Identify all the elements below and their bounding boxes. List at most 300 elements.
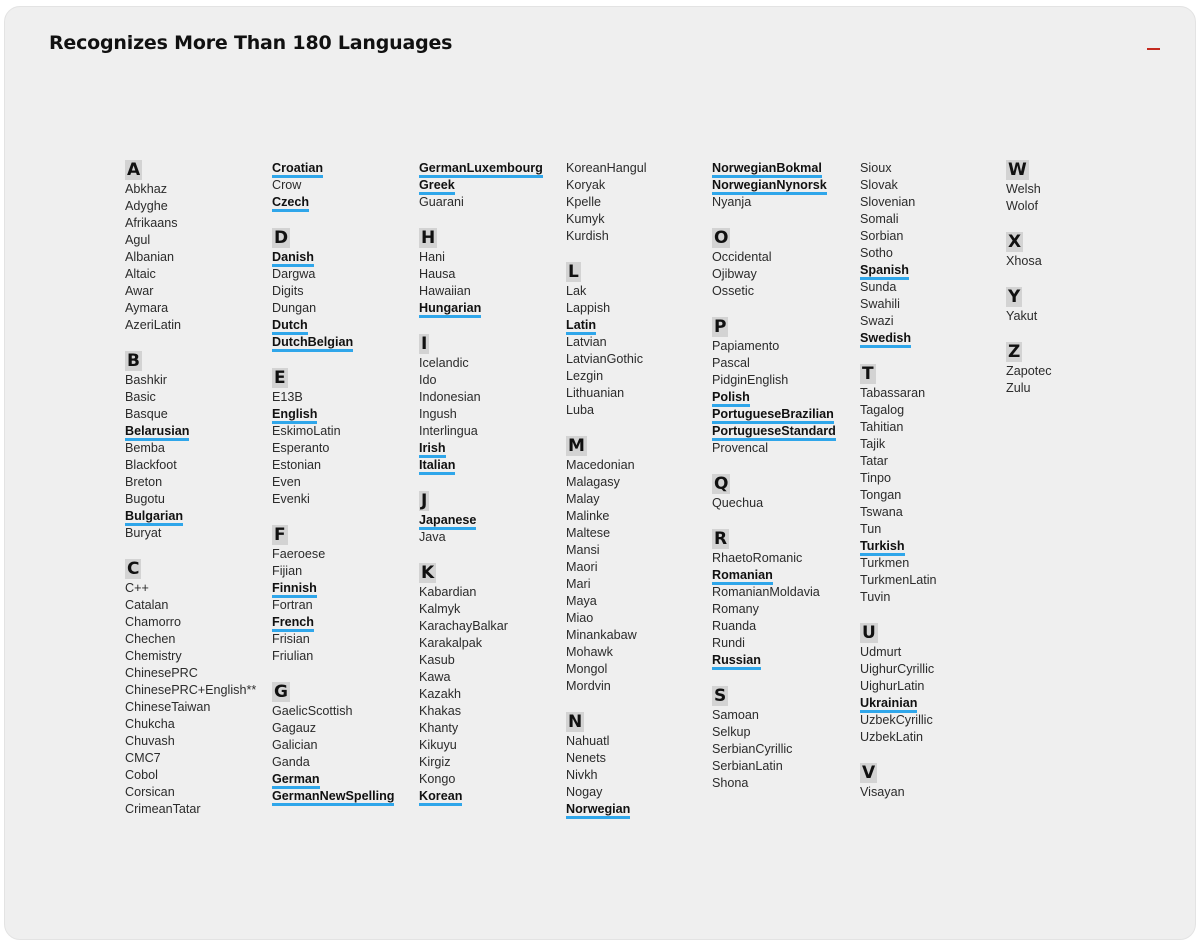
language-item: [860, 644, 1005, 661]
letter-heading: S: [714, 686, 727, 706]
language-item: [712, 635, 857, 652]
language-column: [1006, 160, 1151, 397]
language-item: [860, 453, 1005, 470]
letter-heading: Y: [1008, 287, 1021, 307]
language-item: [125, 215, 270, 232]
language-item: [419, 771, 564, 788]
language-item: [712, 741, 857, 758]
language-item: [419, 372, 564, 389]
language-item: [566, 784, 711, 801]
language-name: Guarani: [419, 195, 464, 209]
language-name: Malinke: [566, 509, 610, 523]
language-name: C++: [125, 581, 149, 595]
language-item-highlighted: [712, 423, 857, 440]
letter-heading-row: [272, 682, 417, 703]
language-item: [125, 389, 270, 406]
language-name: Basque: [125, 407, 168, 421]
language-name: Tinpo: [860, 471, 892, 485]
language-name: Lappish: [566, 301, 611, 315]
language-item: [860, 504, 1005, 521]
spacer: [712, 211, 857, 228]
language-item-highlighted: [272, 771, 417, 788]
language-column: [860, 160, 1005, 801]
language-item: [1006, 198, 1151, 215]
language-name: Sotho: [860, 246, 893, 260]
language-item: [125, 665, 270, 682]
language-item-highlighted: [712, 160, 857, 177]
language-item: [125, 266, 270, 283]
language-item: [712, 775, 857, 792]
language-item: [272, 737, 417, 754]
language-item: [272, 457, 417, 474]
language-name: Fijian: [272, 564, 303, 578]
language-name: Bemba: [125, 441, 165, 455]
language-item: [125, 440, 270, 457]
language-name: Swazi: [860, 314, 894, 328]
language-name: Nivkh: [566, 768, 598, 782]
language-name: Kawa: [419, 670, 451, 684]
language-item-highlighted: [419, 300, 564, 317]
language-item-highlighted: [272, 788, 417, 805]
language-item: [566, 750, 711, 767]
language-item: [419, 266, 564, 283]
language-name: Czech: [272, 195, 309, 212]
language-item: [566, 576, 711, 593]
language-item: [272, 563, 417, 580]
language-item: [419, 737, 564, 754]
language-name: Quechua: [712, 496, 764, 510]
language-item: [860, 712, 1005, 729]
language-name: Zapotec: [1006, 364, 1052, 378]
letter-heading: V: [862, 763, 876, 783]
language-item: [712, 249, 857, 266]
language-item: [419, 720, 564, 737]
language-item: [1006, 363, 1151, 380]
language-name: Danish: [272, 250, 314, 267]
language-name: Java: [419, 530, 446, 544]
language-name: Sorbian: [860, 229, 904, 243]
spacer: [125, 542, 270, 559]
language-name: KarachayBalkar: [419, 619, 508, 633]
language-name: ChinesePRC+English**: [125, 683, 257, 697]
language-item: [272, 283, 417, 300]
language-name: Chukcha: [125, 717, 175, 731]
letter-heading-row: [860, 364, 1005, 385]
language-name: Tongan: [860, 488, 902, 502]
language-item: [419, 406, 564, 423]
language-item: [566, 402, 711, 419]
letter-heading-row: [860, 623, 1005, 644]
language-name: Corsican: [125, 785, 175, 799]
spacer: [272, 211, 417, 228]
language-name: Kikuyu: [419, 738, 457, 752]
language-name: German: [272, 772, 320, 789]
language-name: Korean: [419, 789, 462, 806]
language-item: [712, 194, 857, 211]
letter-heading: O: [714, 228, 729, 248]
language-item: [125, 474, 270, 491]
language-name: Crow: [272, 178, 302, 192]
language-name: NorwegianBokmal: [712, 161, 822, 178]
language-item: [272, 648, 417, 665]
language-item: [566, 491, 711, 508]
language-item: [125, 525, 270, 542]
language-name: Tun: [860, 522, 882, 536]
language-name: English: [272, 407, 317, 424]
language-item: [125, 733, 270, 750]
language-item: [272, 389, 417, 406]
letter-heading: J: [421, 491, 428, 511]
language-name: Belarusian: [125, 424, 189, 441]
language-name: Ido: [419, 373, 437, 387]
language-name: Russian: [712, 653, 761, 670]
spacer: [860, 347, 1005, 364]
language-item-highlighted: [419, 177, 564, 194]
language-name: Mansi: [566, 543, 600, 557]
language-item: [419, 249, 564, 266]
language-name: Gagauz: [272, 721, 317, 735]
language-name: Ojibway: [712, 267, 757, 281]
letter-heading: L: [568, 262, 579, 282]
language-item: [860, 555, 1005, 572]
letter-heading-row: [419, 563, 564, 584]
language-item: [860, 436, 1005, 453]
language-item: [419, 423, 564, 440]
language-name: Hawaiian: [419, 284, 471, 298]
language-item: [712, 283, 857, 300]
language-name: Wolof: [1006, 199, 1038, 213]
language-name: Provencal: [712, 441, 769, 455]
language-item: [419, 669, 564, 686]
language-name: AzeriLatin: [125, 318, 182, 332]
language-item-highlighted: [272, 194, 417, 211]
language-name: Afrikaans: [125, 216, 178, 230]
language-name: Luba: [566, 403, 595, 417]
language-name: Ganda: [272, 755, 310, 769]
language-name: Agul: [125, 233, 151, 247]
letter-heading: E: [274, 368, 286, 388]
language-name: RhaetoRomanic: [712, 551, 803, 565]
language-item: [125, 300, 270, 317]
language-name: Japanese: [419, 513, 476, 530]
language-item: [566, 767, 711, 784]
spacer: [125, 334, 270, 351]
language-name: Finnish: [272, 581, 317, 598]
language-item: [272, 177, 417, 194]
language-item: [419, 652, 564, 669]
language-name: Minankabaw: [566, 628, 637, 642]
language-name: PortugueseStandard: [712, 424, 836, 441]
spacer: [566, 245, 711, 262]
language-name: Ukrainian: [860, 696, 917, 713]
language-item: [272, 546, 417, 563]
letter-heading: W: [1008, 160, 1027, 180]
letter-heading-row: [566, 712, 711, 733]
language-name: Kumyk: [566, 212, 605, 226]
language-item: [712, 707, 857, 724]
language-item-highlighted: [125, 423, 270, 440]
language-item-highlighted: [125, 508, 270, 525]
language-name: Fortran: [272, 598, 313, 612]
language-name: Swedish: [860, 331, 911, 348]
language-name: Dargwa: [272, 267, 316, 281]
letter-heading: G: [274, 682, 288, 702]
letter-heading-row: [125, 559, 270, 580]
language-name: Malay: [566, 492, 600, 506]
language-item: [860, 784, 1005, 801]
language-item: [860, 729, 1005, 746]
language-name: E13B: [272, 390, 303, 404]
language-name: Slovak: [860, 178, 898, 192]
language-item: [712, 495, 857, 512]
language-name: Tuvin: [860, 590, 891, 604]
spacer: [860, 606, 1005, 623]
language-item: [712, 584, 857, 601]
language-item: [712, 550, 857, 567]
language-item: [566, 334, 711, 351]
language-item: [712, 355, 857, 372]
language-item: [272, 266, 417, 283]
language-item: [125, 699, 270, 716]
language-item: [566, 678, 711, 695]
language-name: LatvianGothic: [566, 352, 644, 366]
language-item: [566, 160, 711, 177]
language-item: [419, 355, 564, 372]
language-item: [419, 635, 564, 652]
language-column: [566, 160, 711, 818]
letter-heading-row: [272, 525, 417, 546]
language-item: [272, 491, 417, 508]
letter-heading: X: [1008, 232, 1022, 252]
language-name: Hausa: [419, 267, 456, 281]
letter-heading-row: [125, 351, 270, 372]
language-name: Catalan: [125, 598, 169, 612]
language-name: Blackfoot: [125, 458, 177, 472]
language-item: [566, 525, 711, 542]
language-item: [272, 631, 417, 648]
language-name: Even: [272, 475, 301, 489]
language-item: [566, 644, 711, 661]
letter-heading: A: [127, 160, 141, 180]
language-item: [712, 372, 857, 389]
language-name: Papiamento: [712, 339, 780, 353]
language-item: [860, 279, 1005, 296]
language-name: Tajik: [860, 437, 886, 451]
spacer: [419, 211, 564, 228]
language-item: [419, 283, 564, 300]
language-item: [125, 317, 270, 334]
language-name: Dungan: [272, 301, 317, 315]
language-item: [125, 784, 270, 801]
language-name: UzbekLatin: [860, 730, 924, 744]
language-name: Icelandic: [419, 356, 469, 370]
language-name: Visayan: [860, 785, 905, 799]
language-item: [566, 194, 711, 211]
language-item: [712, 618, 857, 635]
spacer: [860, 746, 1005, 763]
language-item: [566, 474, 711, 491]
language-name: Miao: [566, 611, 594, 625]
language-item: [566, 211, 711, 228]
language-item: [125, 198, 270, 215]
language-name: Chechen: [125, 632, 176, 646]
language-name: Swahili: [860, 297, 900, 311]
language-name: Norwegian: [566, 802, 630, 819]
spacer: [566, 695, 711, 712]
spacer: [712, 300, 857, 317]
spacer: [272, 351, 417, 368]
language-item-highlighted: [272, 334, 417, 351]
language-item: [566, 177, 711, 194]
language-name: Yakut: [1006, 309, 1038, 323]
language-name: Turkmen: [860, 556, 910, 570]
letter-heading: Z: [1008, 342, 1021, 362]
language-name: Evenki: [272, 492, 310, 506]
language-item-highlighted: [419, 160, 564, 177]
language-item: [860, 194, 1005, 211]
language-item: [272, 423, 417, 440]
language-name: Maltese: [566, 526, 611, 540]
language-item: [566, 300, 711, 317]
language-item: [272, 440, 417, 457]
language-item: [125, 406, 270, 423]
spacer: [712, 457, 857, 474]
language-name: Karakalpak: [419, 636, 483, 650]
language-name: Chamorro: [125, 615, 181, 629]
letter-heading: M: [568, 436, 585, 456]
section-title: Recognizes More Than 180 Languages: [49, 32, 453, 54]
language-item: [860, 385, 1005, 402]
language-name: Ingush: [419, 407, 457, 421]
language-item: [860, 211, 1005, 228]
language-item: [860, 419, 1005, 436]
letter-heading-row: [712, 529, 857, 550]
language-item: [712, 266, 857, 283]
language-name: Koryak: [566, 178, 606, 192]
letter-heading: C: [127, 559, 140, 579]
language-name: Latin: [566, 318, 596, 335]
language-name: Shona: [712, 776, 749, 790]
letter-heading-row: [1006, 287, 1151, 308]
language-name: Tagalog: [860, 403, 905, 417]
language-name: Hungarian: [419, 301, 481, 318]
letter-heading-row: [125, 160, 270, 181]
spacer: [712, 669, 857, 686]
language-name: Xhosa: [1006, 254, 1042, 268]
language-item: [419, 529, 564, 546]
letter-heading: U: [862, 623, 876, 643]
language-item: [419, 194, 564, 211]
language-name: PortugueseBrazilian: [712, 407, 834, 424]
language-name: Croatian: [272, 161, 323, 178]
language-item: [419, 618, 564, 635]
letter-heading: I: [421, 334, 428, 354]
language-item: [860, 313, 1005, 330]
language-item: [125, 767, 270, 784]
language-item: [860, 589, 1005, 606]
language-name: Romanian: [712, 568, 773, 585]
language-item-highlighted: [860, 695, 1005, 712]
language-item: [566, 593, 711, 610]
language-name: Chuvash: [125, 734, 175, 748]
language-item: [125, 597, 270, 614]
language-item: [272, 474, 417, 491]
language-name: Samoan: [712, 708, 759, 722]
language-name: Kabardian: [419, 585, 477, 599]
letter-heading-row: [712, 474, 857, 495]
language-item: [125, 372, 270, 389]
language-column: [419, 160, 564, 805]
language-item-highlighted: [272, 406, 417, 423]
language-item: [419, 584, 564, 601]
language-name: Kasub: [419, 653, 455, 667]
spacer: [1006, 270, 1151, 287]
language-name: Kazakh: [419, 687, 462, 701]
letter-heading: F: [274, 525, 286, 545]
language-item: [1006, 253, 1151, 270]
collapse-minus-icon[interactable]: [1144, 37, 1162, 59]
language-item: [860, 228, 1005, 245]
language-name: Tabassaran: [860, 386, 926, 400]
language-item: [712, 724, 857, 741]
spacer: [419, 317, 564, 334]
language-name: Nenets: [566, 751, 606, 765]
language-name: Spanish: [860, 263, 909, 280]
language-item-highlighted: [419, 457, 564, 474]
letter-heading: D: [274, 228, 289, 248]
language-column: [125, 160, 270, 818]
letter-heading-row: [860, 763, 1005, 784]
letter-heading-row: [1006, 232, 1151, 253]
language-name: French: [272, 615, 314, 632]
language-name: Sioux: [860, 161, 892, 175]
language-name: Digits: [272, 284, 304, 298]
letter-heading-row: [419, 334, 564, 355]
language-item: [860, 678, 1005, 695]
language-name: NorwegianNynorsk: [712, 178, 827, 195]
language-item: [860, 661, 1005, 678]
language-name: Interlingua: [419, 424, 478, 438]
language-item: [566, 228, 711, 245]
language-name: Mari: [566, 577, 591, 591]
language-name: Turkish: [860, 539, 905, 556]
language-item: [419, 754, 564, 771]
language-item: [860, 160, 1005, 177]
letter-heading: N: [568, 712, 583, 732]
language-item: [125, 682, 270, 699]
language-item: [125, 801, 270, 818]
language-name: Slovenian: [860, 195, 916, 209]
language-name: Lak: [566, 284, 587, 298]
spacer: [1006, 325, 1151, 342]
letter-heading: R: [714, 529, 728, 549]
language-item: [566, 283, 711, 300]
spacer: [712, 512, 857, 529]
language-item: [1006, 308, 1151, 325]
language-name: Bashkir: [125, 373, 167, 387]
language-name: Mohawk: [566, 645, 613, 659]
language-name: SerbianCyrillic: [712, 742, 793, 756]
spacer: [419, 546, 564, 563]
language-item-highlighted: [272, 160, 417, 177]
language-item: [860, 296, 1005, 313]
language-name: DutchBelgian: [272, 335, 353, 352]
language-name: Basic: [125, 390, 156, 404]
language-name: Bulgarian: [125, 509, 183, 526]
language-name: Greek: [419, 178, 455, 195]
language-name: TurkmenLatin: [860, 573, 937, 587]
language-item-highlighted: [272, 614, 417, 631]
